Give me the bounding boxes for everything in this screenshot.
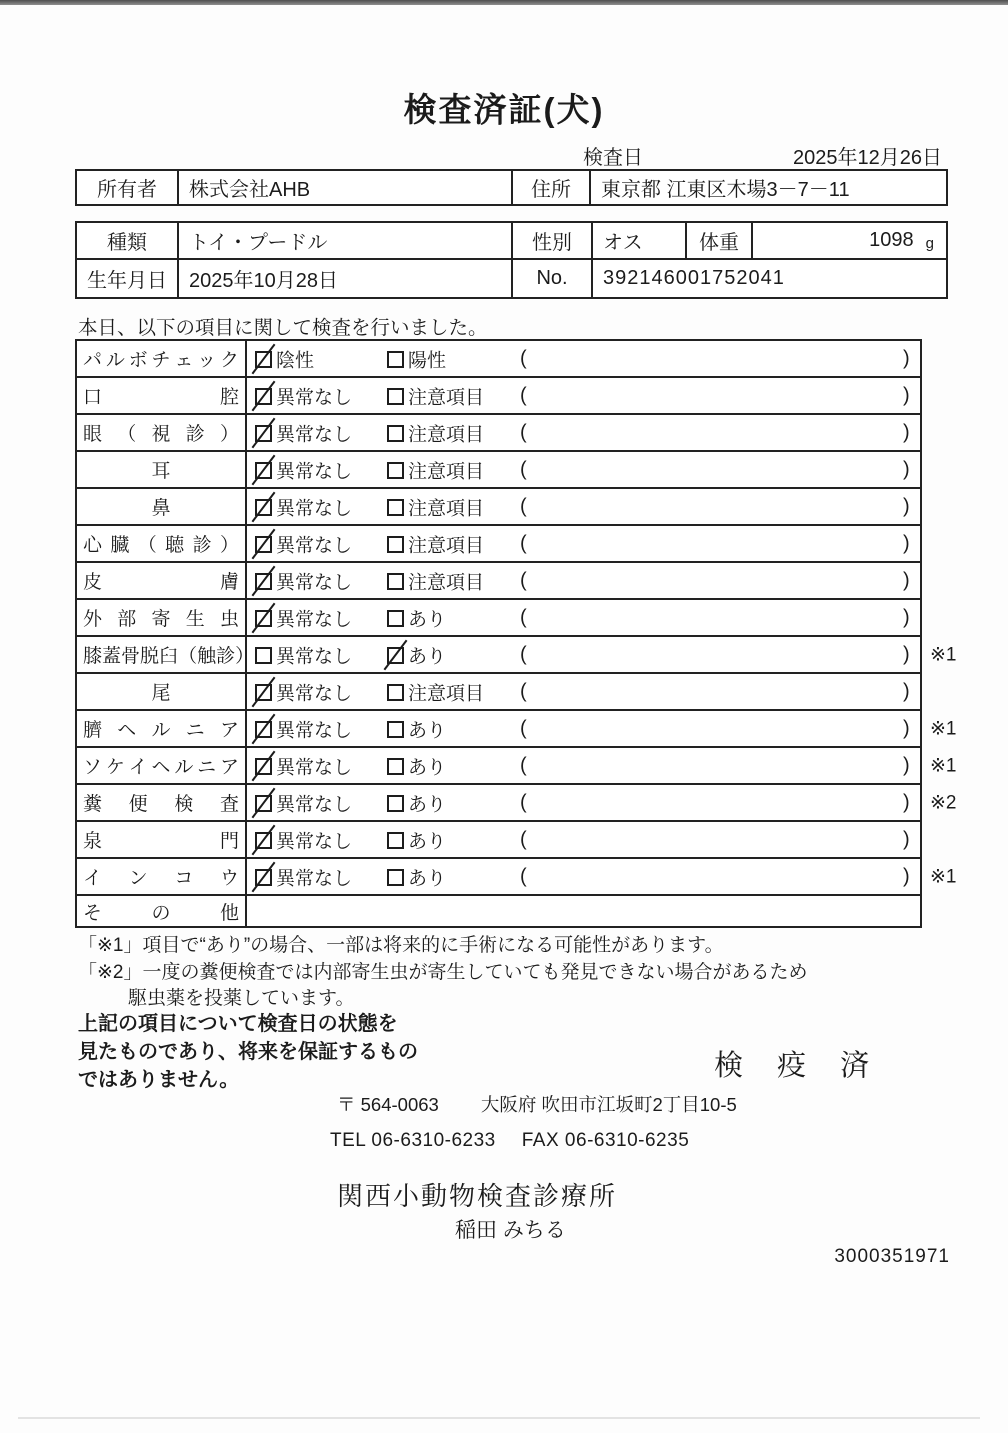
remarks-paren-open: ( — [520, 828, 527, 850]
number-value: 392146001752041 — [603, 267, 785, 289]
option2-label: 注意項目 — [408, 498, 485, 519]
option2-label: あり — [408, 831, 447, 852]
intro-sentence: 本日、以下の項目に関して検査を行いました。 — [78, 317, 488, 339]
owner-label: 所有者 — [77, 171, 179, 204]
remarks-paren-open: ( — [520, 643, 527, 665]
checkbox-unchecked — [387, 610, 404, 627]
remarks-paren-open: ( — [520, 421, 527, 443]
pet-info-table — [75, 221, 948, 299]
exam-row — [77, 452, 920, 489]
clinic-address: 大阪府 吹田市江坂町2丁目10-5 — [480, 1094, 737, 1115]
remarks-paren-open: ( — [520, 347, 527, 369]
remarks-paren-close: ) — [903, 532, 910, 554]
option2-label: 注意項目 — [408, 683, 485, 704]
option2-label: あり — [408, 720, 447, 741]
option1-label: 陰性 — [276, 350, 315, 371]
remarks-paren-close: ) — [903, 495, 910, 517]
weight-value: 1098 — [869, 229, 914, 251]
remarks-paren-open: ( — [520, 458, 527, 480]
footnote-marker: ※2 — [930, 792, 957, 813]
checkbox-checked — [255, 499, 272, 516]
remarks-paren-open: ( — [520, 754, 527, 776]
option2-label: あり — [408, 609, 447, 630]
checkbox-checked — [255, 536, 272, 553]
checkbox-unchecked — [387, 869, 404, 886]
option2-label: 注意項目 — [408, 572, 485, 593]
exam-row — [77, 489, 920, 526]
birthdate-label: 生年月日 — [77, 260, 179, 297]
option1-label: 異常なし — [276, 720, 353, 741]
scan-edge-artifact-top — [0, 0, 1008, 5]
footnote-marker: ※1 — [930, 866, 957, 887]
remarks-paren-close: ) — [903, 680, 910, 702]
option2-label: あり — [408, 868, 447, 889]
exam-item-label: 皮 膚 — [77, 563, 247, 598]
disclaimer-text — [78, 1010, 418, 1094]
remarks-paren-open: ( — [520, 717, 527, 739]
option1-label: 異常なし — [276, 498, 353, 519]
exam-row — [77, 526, 920, 563]
exam-row — [77, 600, 920, 637]
checkbox-checked — [255, 758, 272, 775]
option1-label: 異常なし — [276, 572, 353, 593]
checkbox-unchecked — [387, 832, 404, 849]
checkbox-checked — [255, 425, 272, 442]
remarks-paren-close: ) — [903, 791, 910, 813]
disclaimer-line: 見たものであり、将来を保証するもの — [78, 1041, 418, 1063]
checkbox-unchecked — [387, 684, 404, 701]
inspection-date-label: 検査日 — [583, 147, 643, 169]
checkbox-unchecked — [387, 758, 404, 775]
exam-item-label: 尾 — [77, 674, 247, 709]
exam-item-label: 鼻 — [77, 489, 247, 524]
footnote-2: 「※2」一度の糞便検査では内部寄生虫が寄生していても発見できない場合があるため — [78, 962, 808, 983]
postal-code: 〒 564-0063 — [337, 1094, 439, 1115]
checkbox-unchecked — [387, 388, 404, 405]
option1-label: 異常なし — [276, 794, 353, 815]
remarks-paren-close: ) — [903, 828, 910, 850]
exam-table — [75, 339, 957, 928]
option1-label: 異常なし — [276, 683, 353, 704]
breed-label: 種類 — [77, 223, 179, 258]
checkbox-unchecked — [387, 573, 404, 590]
exam-row — [77, 563, 920, 600]
remarks-paren-close: ) — [903, 606, 910, 628]
exam-item-label: ソ ケ イ ヘ ル ニ ア — [77, 748, 247, 783]
remarks-paren-close: ) — [903, 458, 910, 480]
clinic-tel: TEL 06-6310-6233 — [330, 1130, 496, 1151]
remarks-paren-open: ( — [520, 791, 527, 813]
option1-label: 異常なし — [276, 535, 353, 556]
option2-label: あり — [408, 794, 447, 815]
remarks-paren-open: ( — [520, 606, 527, 628]
footnote-marker: ※1 — [930, 718, 957, 739]
checkbox-checked — [255, 721, 272, 738]
weight-value-cell — [753, 223, 946, 258]
remarks-paren-close: ) — [903, 384, 910, 406]
disclaimer-line: ではありません。 — [78, 1069, 240, 1091]
checkbox-checked — [255, 388, 272, 405]
exam-item-label: 糞 便 検 査 — [77, 785, 247, 820]
remarks-paren-open: ( — [520, 569, 527, 591]
exam-row — [77, 785, 957, 822]
footnote-marker: ※1 — [930, 755, 957, 776]
exam-item-label: 眼 （ 視 診 ） — [77, 415, 247, 450]
veterinarian-name: 稲田 みちる — [455, 1219, 566, 1242]
clinic-name: 関西小動物検査診療所 — [337, 1181, 618, 1211]
checkbox-unchecked — [387, 795, 404, 812]
page-title: 検査済証(犬) — [403, 91, 605, 128]
exam-item-label: イ ン コ ウ — [77, 859, 247, 894]
checkbox-unchecked — [387, 721, 404, 738]
option1-label: 異常なし — [276, 387, 353, 408]
checkbox-checked — [255, 610, 272, 627]
checkbox-unchecked — [387, 425, 404, 442]
address-value: 東京都 江東区木場3－7－11 — [601, 179, 850, 201]
option2-label: 注意項目 — [408, 535, 485, 556]
exam-row — [77, 378, 920, 415]
exam-row — [77, 859, 957, 896]
remarks-paren-close: ) — [903, 569, 910, 591]
exam-row — [77, 711, 957, 748]
remarks-paren-close: ) — [903, 347, 910, 369]
checkbox-unchecked — [387, 536, 404, 553]
option1-label: 異常なし — [276, 831, 353, 852]
exam-item-label: そ の 他 — [77, 896, 247, 926]
exam-row — [77, 637, 957, 674]
checkbox-unchecked — [387, 462, 404, 479]
option2-label: 注意項目 — [408, 461, 485, 482]
exam-row — [77, 748, 957, 785]
option2-label: あり — [408, 646, 447, 667]
exam-item-label: 泉 門 — [77, 822, 247, 857]
quarantine-stamp: 検 疫 済 — [714, 1050, 883, 1082]
remarks-paren-close: ) — [903, 643, 910, 665]
option2-label: 注意項目 — [408, 424, 485, 445]
option2-label: あり — [408, 757, 447, 778]
exam-item-label: 臍 ヘ ル ニ ア — [77, 711, 247, 746]
exam-item-label: 耳 — [77, 452, 247, 487]
checkbox-checked — [255, 869, 272, 886]
disclaimer-line: 上記の項目について検査日の状態を — [78, 1013, 398, 1035]
checkbox-unchecked — [255, 647, 272, 664]
remarks-paren-close: ) — [903, 717, 910, 739]
checkbox-checked — [255, 684, 272, 701]
exam-row — [77, 415, 920, 452]
option1-label: 異常なし — [276, 609, 353, 630]
exam-row — [77, 674, 920, 711]
sex-value: オス — [593, 223, 687, 258]
remarks-paren-open: ( — [520, 384, 527, 406]
remarks-paren-open: ( — [520, 865, 527, 887]
remarks-paren-open: ( — [520, 495, 527, 517]
option2-label: 注意項目 — [408, 387, 485, 408]
breed-value: トイ・プードル — [179, 223, 513, 258]
clinic-fax: FAX 06-6310-6235 — [521, 1130, 690, 1151]
option1-label: 異常なし — [276, 868, 353, 889]
option1-label: 異常なし — [276, 461, 353, 482]
exam-row — [77, 822, 920, 859]
remarks-paren-close: ) — [903, 865, 910, 887]
checkbox-checked — [387, 647, 404, 664]
checkbox-unchecked — [387, 351, 404, 368]
birthdate-value: 2025年10月28日 — [179, 260, 513, 297]
remarks-paren-open: ( — [520, 680, 527, 702]
option1-label: 異常なし — [276, 424, 353, 445]
footnote-2-continued: 駆虫薬を投薬しています。 — [128, 988, 355, 1009]
weight-unit: g — [925, 235, 934, 252]
remarks-paren-close: ) — [903, 754, 910, 776]
checkbox-unchecked — [387, 499, 404, 516]
checkbox-checked — [255, 832, 272, 849]
owner-value: 株式会社AHB — [179, 171, 513, 204]
number-label: No. — [513, 260, 593, 297]
option1-label: 異常なし — [276, 757, 353, 778]
checkbox-checked — [255, 351, 272, 368]
exam-item-label: 心 臓 （ 聴 診 ） — [77, 526, 247, 561]
checkbox-checked — [255, 573, 272, 590]
inspection-date-value: 2025年12月26日 — [793, 147, 942, 169]
footnote-1: 「※1」項目で“あり”の場合、一部は将来的に手術になる可能性があります。 — [78, 935, 724, 956]
exam-item-label: 口 腔 — [77, 378, 247, 413]
footnote-marker: ※1 — [930, 644, 957, 665]
sex-label: 性別 — [513, 223, 593, 258]
clinic-phone-line — [330, 1130, 689, 1152]
exam-item-label: 膝 蓋 骨 脱 臼 （ 触 診 ） — [77, 637, 247, 672]
owner-table — [75, 169, 948, 206]
exam-item-label: 外 部 寄 生 虫 — [77, 600, 247, 635]
clinic-postal-address — [337, 1091, 737, 1117]
exam-row — [77, 341, 920, 378]
scan-edge-artifact-bottom — [18, 1417, 980, 1419]
exam-item-label: パ ル ボ チ ェ ッ ク — [77, 341, 247, 376]
remarks-paren-open: ( — [520, 532, 527, 554]
weight-label: 体重 — [687, 223, 753, 258]
exam-row — [77, 896, 920, 926]
checkbox-checked — [255, 795, 272, 812]
option1-label: 異常なし — [276, 646, 353, 667]
checkbox-checked — [255, 462, 272, 479]
serial-number: 3000351971 — [834, 1246, 950, 1267]
option2-label: 陽性 — [408, 350, 447, 371]
remarks-paren-close: ) — [903, 421, 910, 443]
address-label: 住所 — [513, 171, 591, 204]
